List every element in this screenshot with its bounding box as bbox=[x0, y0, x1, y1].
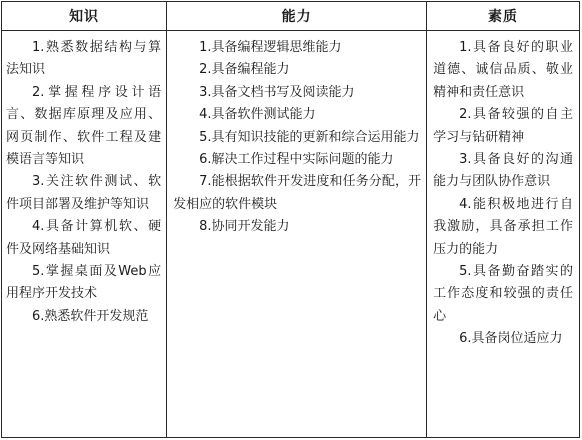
knowledge-item: 4.具备计算机软、硬件及网络基础知识 bbox=[6, 219, 162, 257]
quality-item: 3.具备良好的沟通能力与团队协作意识 bbox=[433, 152, 573, 190]
quality-item: 4.能积极地进行自我激励，具备承担工作压力的能力 bbox=[433, 196, 573, 257]
quality-item: 5.具备勤奋踏实的工作态度和较强的责任心 bbox=[433, 264, 573, 324]
competency-table bbox=[1, 1, 580, 438]
knowledge-item: 3.关注软件测试、软件项目部署及维护等知识 bbox=[6, 174, 162, 212]
header-row bbox=[2, 2, 580, 31]
quality-cell bbox=[427, 31, 580, 438]
knowledge-item: 5.掌握桌面及Web应用程序开发技术 bbox=[6, 264, 162, 302]
knowledge-item: 2.掌握程序设计语言、数据库原理及应用、网页制作、软件工程及建模语言等知识 bbox=[6, 84, 162, 168]
ability-item: 3.具备文档书写及阅读能力 bbox=[199, 84, 355, 100]
quality-item: 1.具备良好的职业道德、诚信品质、敬业精神和责任意识 bbox=[433, 40, 573, 100]
ability-item: 6.解决工作过程中实际问题的能力 bbox=[199, 152, 394, 168]
quality-item: 6.具备岗位适应力 bbox=[459, 331, 563, 347]
header-ability: 能力 bbox=[167, 2, 427, 31]
ability-cell bbox=[167, 31, 427, 438]
knowledge-cell bbox=[2, 31, 167, 438]
ability-item: 1.具备编程逻辑思维能力 bbox=[199, 40, 342, 55]
ability-item: 2.具备编程能力 bbox=[199, 62, 290, 78]
ability-item: 8.协同开发能力 bbox=[199, 219, 290, 235]
header-knowledge: 知识 bbox=[2, 2, 167, 31]
ability-item: 7.能根据软件开发进度和任务分配，开发相应的软件模块 bbox=[173, 174, 422, 212]
knowledge-item: 6.熟悉软件开发规范 bbox=[32, 308, 149, 324]
content-row bbox=[2, 31, 580, 438]
knowledge-item: 1.熟悉数据结构与算法知识 bbox=[6, 40, 162, 78]
ability-item: 5.具有知识技能的更新和综合运用能力 bbox=[199, 129, 420, 145]
header-quality: 素质 bbox=[427, 2, 580, 31]
ability-item: 4.具备软件测试能力 bbox=[199, 107, 316, 123]
quality-item: 2.具备较强的自主学习与钻研精神 bbox=[433, 107, 573, 145]
